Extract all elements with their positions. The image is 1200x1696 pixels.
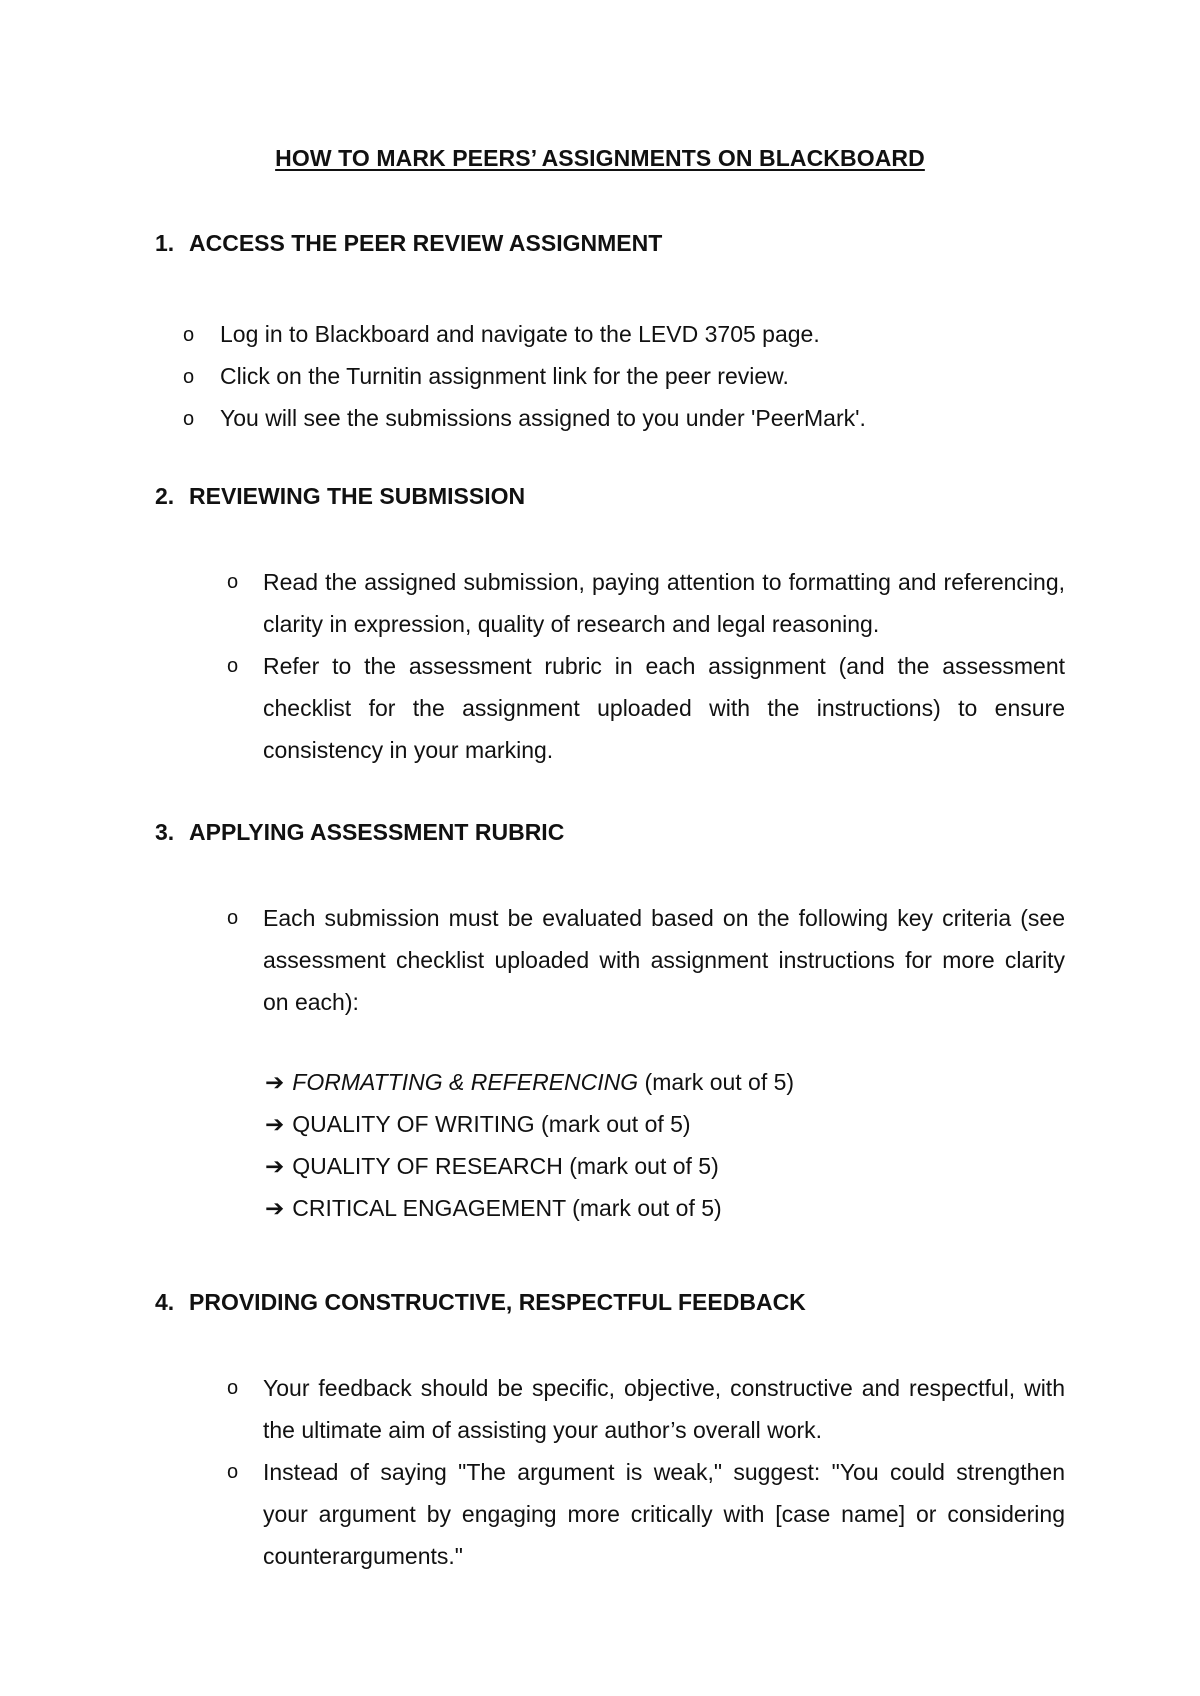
list-item-text: Read the assigned submission, paying attention to formatting and referencing, clarity in expression, quality of research and legal reasoning. (263, 569, 1065, 637)
list-item-text: You will see the submissions assigned to you under 'PeerMark'. (220, 405, 866, 431)
list-item-text: Refer to the assessment rubric in each assignment (and the assessment checklist for the assignment uploaded with the instructions) to ensure consistency in your marking. (263, 653, 1065, 763)
bullet-circle-icon: o (227, 1377, 239, 1399)
criteria-item (265, 1145, 794, 1187)
list-item (227, 1367, 1065, 1451)
list-item-text: Instead of saying "The argument is weak," suggest: "You could strengthen your argument by engaging more critically with [case name] or considering counterarguments." (263, 1459, 1065, 1569)
list-item (227, 561, 1065, 645)
page-title: HOW TO MARK PEERS’ ASSIGNMENTS ON BLACKBOARD (275, 145, 925, 171)
criteria-name: FORMATTING & REFERENCING (292, 1069, 639, 1095)
list-item (183, 313, 866, 355)
section-heading-text: APPLYING ASSESSMENT RUBRIC (189, 819, 565, 845)
arrow-right-icon: ➔ (265, 1069, 285, 1095)
list-item-text: Log in to Blackboard and navigate to the LEVD 3705 page. (220, 321, 820, 347)
section-number: 4. (155, 1289, 175, 1315)
list-item (183, 355, 866, 397)
arrow-right-icon: ➔ (265, 1195, 285, 1221)
bullet-list-section-4 (227, 1367, 1065, 1577)
bullet-list-section-2 (227, 561, 1065, 771)
criteria-name: QUALITY OF RESEARCH (292, 1153, 563, 1179)
criteria-list (265, 1061, 794, 1229)
bullet-list-section-1 (183, 313, 866, 439)
bullet-circle-icon: o (227, 655, 239, 677)
criteria-mark: (mark out of 5) (644, 1069, 795, 1095)
arrow-right-icon: ➔ (265, 1111, 285, 1137)
arrow-right-icon: ➔ (265, 1153, 285, 1179)
bullet-circle-icon: o (183, 366, 195, 388)
section-number: 3. (155, 819, 175, 845)
section-heading-3 (155, 818, 564, 846)
criteria-name: CRITICAL ENGAGEMENT (292, 1195, 566, 1221)
criteria-mark: (mark out of 5) (541, 1111, 691, 1137)
bullet-circle-icon: o (183, 324, 195, 346)
list-item (227, 1451, 1065, 1577)
criteria-item (265, 1061, 794, 1103)
section-number: 1. (155, 230, 175, 256)
list-item (183, 397, 866, 439)
bullet-circle-icon: o (227, 907, 239, 929)
list-item-text: Each submission must be evaluated based on the following key criteria (see assessment checklist uploaded with assignment instructions for more clarity on each): (263, 905, 1065, 1015)
criteria-name: QUALITY OF WRITING (292, 1111, 535, 1137)
section-heading-text: REVIEWING THE SUBMISSION (189, 483, 526, 509)
list-item (227, 897, 1065, 1023)
section-heading-2 (155, 482, 525, 510)
criteria-mark: (mark out of 5) (572, 1195, 722, 1221)
list-item-text: Click on the Turnitin assignment link for the peer review. (220, 363, 789, 389)
section-number: 2. (155, 483, 175, 509)
criteria-mark: (mark out of 5) (569, 1153, 719, 1179)
list-item (227, 645, 1065, 771)
bullet-circle-icon: o (227, 571, 239, 593)
criteria-item (265, 1187, 794, 1229)
section-heading-1 (155, 229, 662, 257)
section-heading-4 (155, 1288, 806, 1316)
bullet-circle-icon: o (227, 1461, 239, 1483)
criteria-item (265, 1103, 794, 1145)
list-item-text: Your feedback should be specific, objective, constructive and respectful, with the ultimate aim of assisting your author’s overall work. (263, 1375, 1065, 1443)
bullet-list-section-3 (227, 897, 1065, 1023)
bullet-circle-icon: o (183, 408, 195, 430)
section-heading-text: PROVIDING CONSTRUCTIVE, RESPECTFUL FEEDBACK (189, 1289, 806, 1315)
section-heading-text: ACCESS THE PEER REVIEW ASSIGNMENT (189, 230, 663, 256)
